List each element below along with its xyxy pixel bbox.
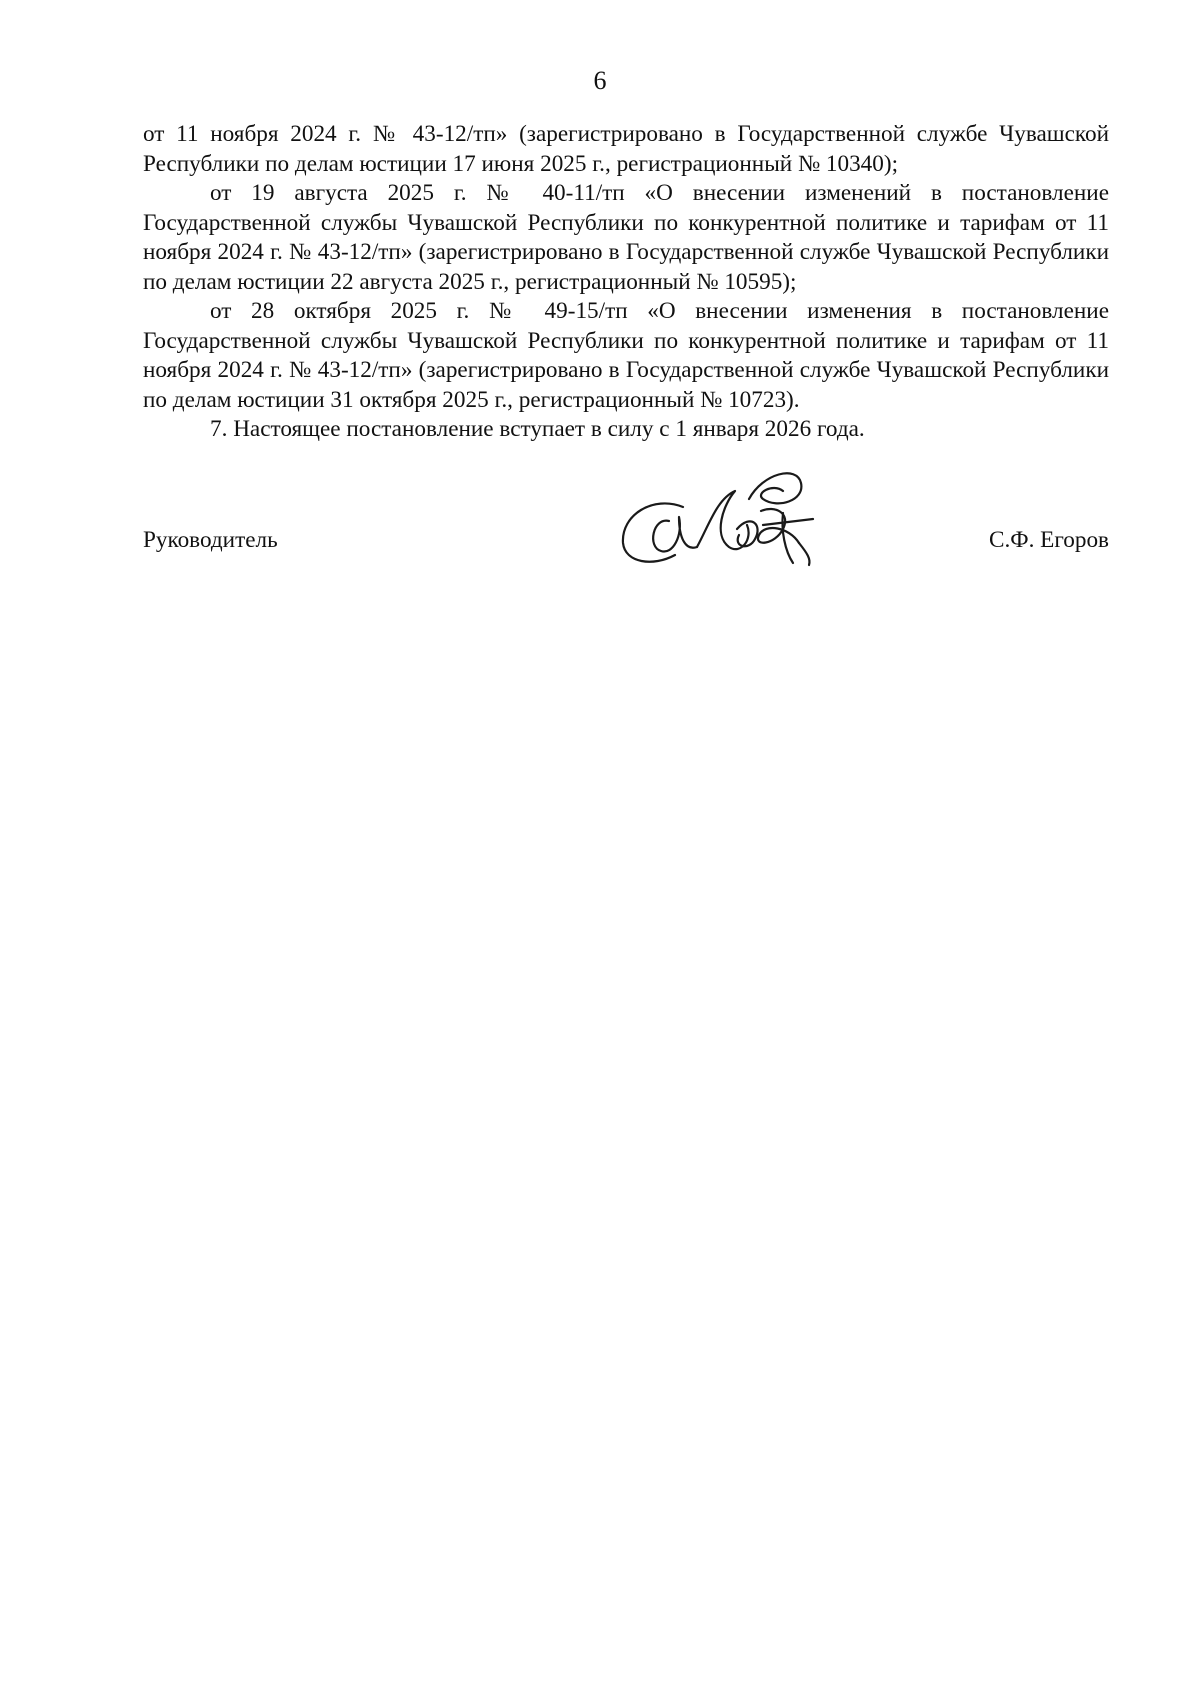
signatory-name: С.Ф. Егоров — [988, 527, 1109, 553]
handwritten-signature — [613, 455, 833, 573]
page-number: 6 — [593, 66, 607, 95]
signature-block — [143, 455, 1109, 585]
paragraph-amendment-2025-10-28: от 28 октября 2025 г. № 49-15/тп «О внесении изменения в постановление Государственной службы Чувашской Республики по конкурентной политике и тарифам от 11 ноября 2024 г. № 43-12/тп» (зарегистрировано в Государственной службе Чувашской Республики по делам юстиции 31 октября 2025 г., регистрационный № 10723). — [143, 298, 1109, 413]
paragraph-continuation: от 11 ноября 2024 г. № 43-12/тп» (зарегистрировано в Государственной службе Чувашской Республики по делам юстиции 17 июня 2025 г., регистрационный № 10340); — [143, 121, 1109, 177]
signatory-position: Руководитель — [143, 527, 278, 553]
paragraph-amendment-2025-08-19: от 19 августа 2025 г. № 40-11/тп «О внесении изменений в постановление Государственной службы Чувашской Республики по конкурентной политике и тарифам от 11 ноября 2024 г. № 43-12/тп» (зарегистрировано в Государственной службе Чувашской Республики по делам юстиции 22 августа 2025 г., регистрационный № 10595); — [143, 180, 1109, 295]
paragraph-effective-date: 7. Настоящее постановление вступает в силу с 1 января 2026 года. — [210, 416, 865, 442]
document-body — [143, 120, 1109, 445]
